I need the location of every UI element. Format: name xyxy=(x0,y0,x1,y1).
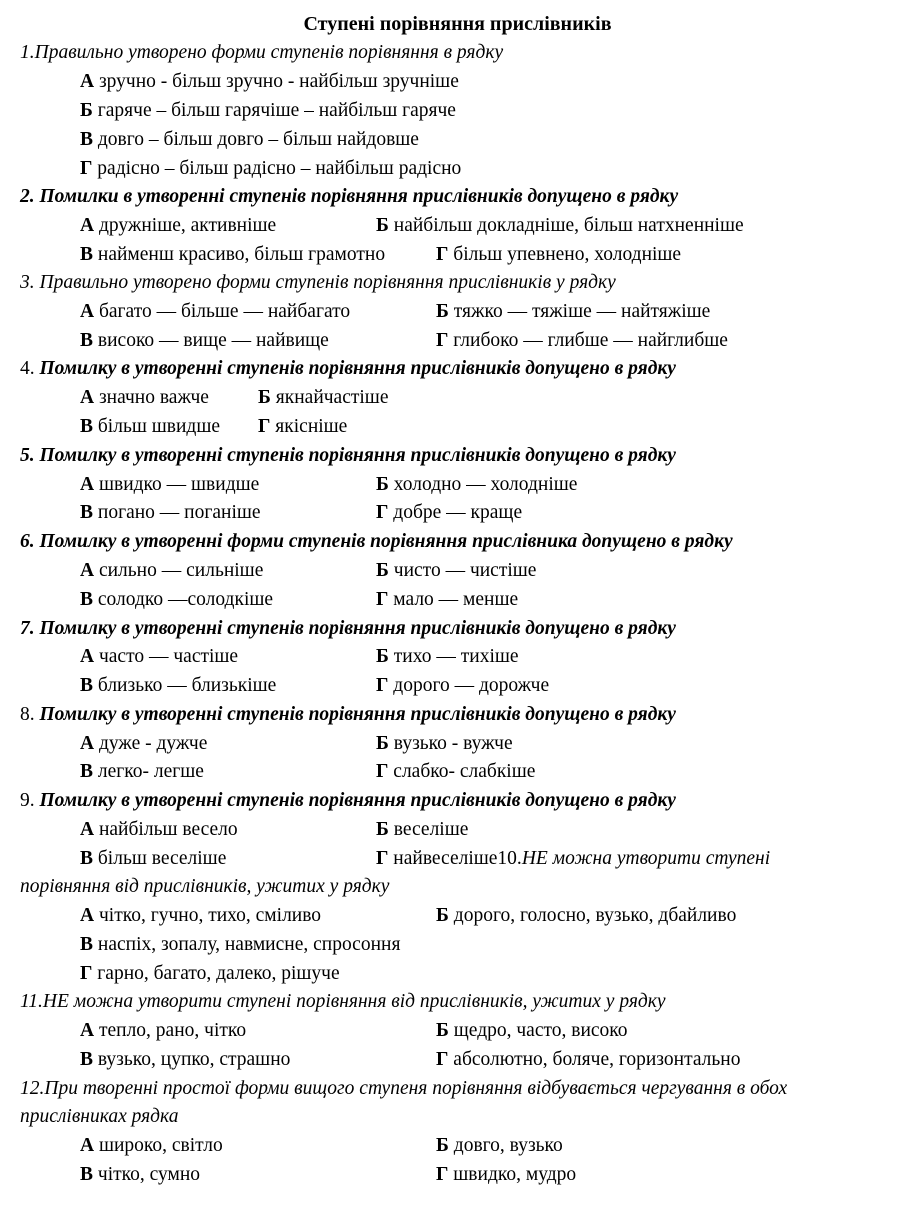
q8-option-b[interactable]: Б вузько - вужче xyxy=(376,733,513,754)
question-10-start: НЕ можна утворити ступені xyxy=(521,848,771,869)
question-7: 7. Помилку в утворенні ступенів порівняння прислівників допущено в рядку xyxy=(20,618,676,639)
q11-option-g[interactable]: Г абсолютно, боляче, горизонтально xyxy=(436,1049,741,1070)
q8-option-a[interactable]: А дуже - дужче xyxy=(80,733,208,754)
question-12: 12.При творенні простої форми вищого ступеня порівняння відбувається чергування в обох xyxy=(20,1078,788,1099)
q4-option-a[interactable]: А значно важче xyxy=(80,387,209,408)
q5-option-g[interactable]: Г добре — краще xyxy=(376,502,523,523)
q9-option-v[interactable]: В більш веселіше xyxy=(80,848,227,869)
q9-option-a[interactable]: А найбільш весело xyxy=(80,819,238,840)
question-8: 8. Помилку в утворенні ступенів порівняння прислівників допущено в рядку xyxy=(20,704,676,725)
q11-option-b[interactable]: Б щедро, часто, високо xyxy=(436,1020,628,1041)
q3-option-v[interactable]: В високо — вище — найвище xyxy=(80,330,329,351)
q3-option-b[interactable]: Б тяжко — тяжіше — найтяжіше xyxy=(436,301,711,322)
question-3: 3. Правильно утворено форми ступенів порівняння прислівників у рядку xyxy=(20,272,616,293)
q3-option-a[interactable]: А багато — більше — найбагато xyxy=(80,301,351,322)
q10-option-a[interactable]: А чітко, гучно, тихо, сміливо xyxy=(80,905,322,926)
q1-option-a[interactable]: А зручно - більш зручно - найбільш зручніше xyxy=(80,71,459,92)
q1-option-b[interactable]: Б гаряче – більш гарячіше – найбільш гаряче xyxy=(80,100,456,121)
q8-option-v[interactable]: В легко- легше xyxy=(80,761,204,782)
q12-option-g[interactable]: Г швидко, мудро xyxy=(436,1164,577,1185)
q1-option-v[interactable]: В довго – більш довго – більш найдовше xyxy=(80,129,419,150)
q11-option-v[interactable]: В вузько, цупко, страшно xyxy=(80,1049,291,1070)
q5-option-b[interactable]: Б холодно — холодніше xyxy=(376,474,578,495)
question-5: 5. Помилку в утворенні ступенів порівняння прислівників допущено в рядку xyxy=(20,445,676,466)
question-6: 6. Помилку в утворенні форми ступенів порівняння прислівника допущено в рядку xyxy=(20,531,733,552)
question-9: 9. Помилку в утворенні ступенів порівняння прислівників допущено в рядку xyxy=(20,790,676,811)
q4-option-g[interactable]: Г якісніше xyxy=(258,416,348,437)
q8-option-g[interactable]: Г слабко- слабкіше xyxy=(376,761,536,782)
question-12-cont: прислівниках рядка xyxy=(20,1106,179,1127)
q3-option-g[interactable]: Г глибоко — глибше — найглибше xyxy=(436,330,728,351)
q10-option-v[interactable]: В наспіх, зопалу, навмисне, спросоння xyxy=(80,934,401,955)
q6-option-v[interactable]: В солодко —солодкіше xyxy=(80,589,274,610)
q12-option-a[interactable]: А широко, світло xyxy=(80,1135,223,1156)
q4-option-b[interactable]: Б якнайчастіше xyxy=(258,387,389,408)
question-10-cont: порівняння від прислівників, ужитих у рядку xyxy=(20,876,390,897)
q6-option-a[interactable]: А сильно — сильніше xyxy=(80,560,264,581)
q10-option-g[interactable]: Г гарно, багато, далеко, рішуче xyxy=(80,963,340,984)
q1-option-g[interactable]: Г радісно – більш радісно – найбільш радісно xyxy=(80,158,462,179)
q9-option-g[interactable]: Г найвеселіше10.НЕ можна утворити ступені xyxy=(376,848,771,869)
q12-option-b[interactable]: Б довго, вузько xyxy=(436,1135,563,1156)
q7-option-b[interactable]: Б тихо — тихіше xyxy=(376,646,519,667)
q2-option-v[interactable]: В найменш красиво, більш грамотно xyxy=(80,244,386,265)
page-title: Ступені порівняння прислівників xyxy=(303,13,612,35)
q2-option-b[interactable]: Б найбільш докладніше, більш натхненніше xyxy=(376,215,744,236)
q10-option-b[interactable]: Б дорого, голосно, вузько, дбайливо xyxy=(436,905,737,926)
q9-option-b[interactable]: Б веселіше xyxy=(376,819,469,840)
question-2: 2. Помилки в утворенні ступенів порівняння прислівників допущено в рядку xyxy=(20,186,679,207)
q6-option-b[interactable]: Б чисто — чистіше xyxy=(376,560,537,581)
q12-option-v[interactable]: В чітко, сумно xyxy=(80,1164,201,1185)
question-11: 11.НЕ можна утворити ступені порівняння від прислівників, ужитих у рядку xyxy=(20,991,666,1012)
question-4: 4. Помилку в утворенні ступенів порівняння прислівників допущено в рядку xyxy=(20,358,676,379)
q7-option-a[interactable]: А часто — частіше xyxy=(80,646,239,667)
q6-option-g[interactable]: Г мало — менше xyxy=(376,589,519,610)
question-1: 1.Правильно утворено форми ступенів порівняння в рядку xyxy=(20,42,504,63)
q7-option-g[interactable]: Г дорого — дорожче xyxy=(376,675,550,696)
q4-option-v[interactable]: В більш швидше xyxy=(80,416,220,437)
q11-option-a[interactable]: А тепло, рано, чітко xyxy=(80,1020,247,1041)
q2-option-a[interactable]: А дружніше, активніше xyxy=(80,215,277,236)
q7-option-v[interactable]: В близько — близькіше xyxy=(80,675,277,696)
q5-option-v[interactable]: В погано — поганіше xyxy=(80,502,261,523)
q5-option-a[interactable]: А швидко — швидше xyxy=(80,474,260,495)
q2-option-g[interactable]: Г більш упевнено, холодніше xyxy=(436,244,682,265)
